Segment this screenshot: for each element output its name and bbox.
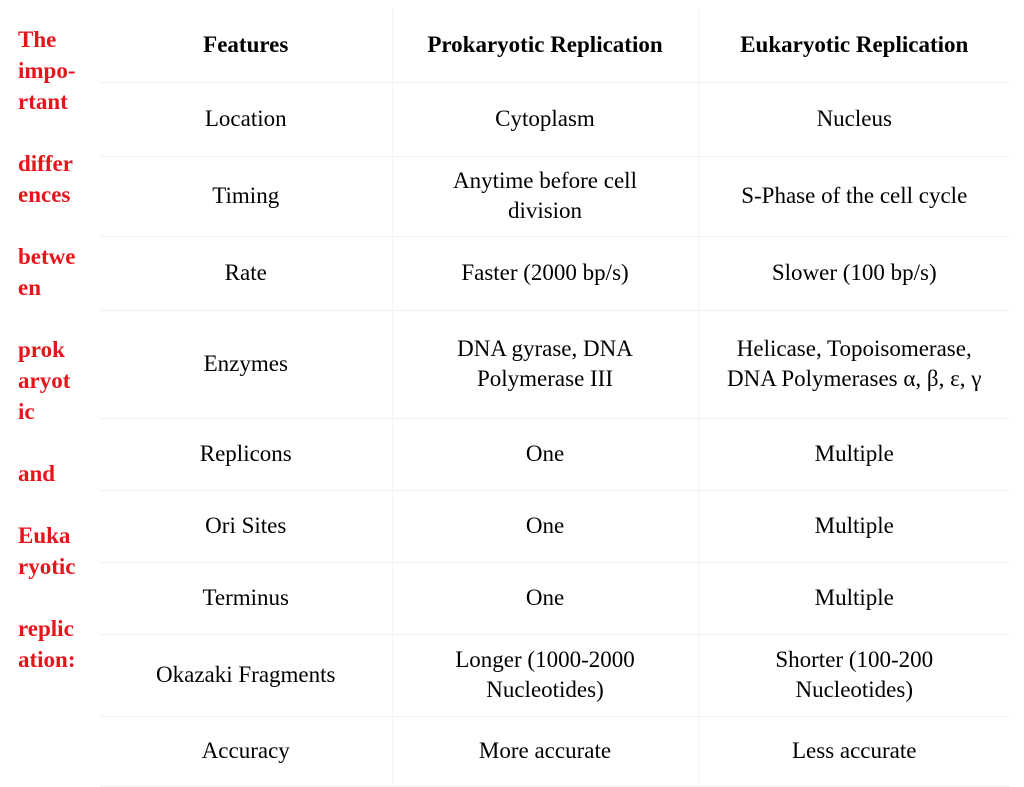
cell-line: One	[525, 513, 565, 538]
cell-line: Longer (1000-2000	[455, 647, 635, 672]
header-row	[100, 8, 1010, 82]
side-title-line: The	[18, 27, 57, 52]
feature-cell: Enzymes	[100, 310, 392, 418]
cell-line: Slower (100 bp/s)	[771, 260, 937, 285]
eukaryotic-cell	[698, 418, 1010, 490]
cell-line: Multiple	[814, 441, 894, 466]
eukaryotic-cell	[698, 310, 1010, 418]
cell-line: DNA Polymerases α, β, ε, γ	[727, 366, 982, 391]
cell-line: Multiple	[814, 513, 894, 538]
cell-line: DNA gyrase, DNA	[457, 336, 633, 361]
prokaryotic-cell	[392, 156, 698, 236]
cell-line: division	[507, 198, 583, 223]
feature-cell: Timing	[100, 156, 392, 236]
side-title-line: Euka	[18, 523, 71, 548]
feature-cell: Accuracy	[100, 716, 392, 786]
table-row	[100, 490, 1010, 562]
side-title-line: ic	[18, 399, 35, 424]
cell-line: Cytoplasm	[495, 106, 595, 131]
table-row	[100, 156, 1010, 236]
feature-cell: Terminus	[100, 562, 392, 634]
eukaryotic-cell	[698, 236, 1010, 310]
eukaryotic-cell	[698, 82, 1010, 156]
cell-line: Nucleotides)	[486, 677, 604, 702]
side-title-line: replic	[18, 616, 74, 641]
cell-line: Less accurate	[791, 738, 917, 763]
side-title-line: impo-	[18, 58, 76, 83]
table-row	[100, 716, 1010, 786]
feature-cell: Okazaki Fragments	[100, 634, 392, 716]
prokaryotic-cell	[392, 82, 698, 156]
table-row	[100, 634, 1010, 716]
prokaryotic-cell	[392, 716, 698, 786]
cell-line: Faster (2000 bp/s)	[461, 260, 629, 285]
cell-line: Anytime before cell	[453, 168, 637, 193]
side-title-line	[18, 210, 98, 241]
side-title-line: ation:	[18, 647, 76, 672]
side-title-line	[18, 489, 98, 520]
header-prokaryotic: Prokaryotic Replication	[392, 8, 698, 82]
eukaryotic-cell	[698, 490, 1010, 562]
table-row	[100, 562, 1010, 634]
side-title-line: betwe	[18, 244, 76, 269]
cell-line: Nucleus	[816, 106, 892, 131]
side-title-line	[18, 427, 98, 458]
eukaryotic-cell	[698, 634, 1010, 716]
side-title-line: ryotic	[18, 554, 76, 579]
side-title	[18, 24, 98, 675]
cell-line: S-Phase of the cell cycle	[741, 183, 968, 208]
feature-cell: Replicons	[100, 418, 392, 490]
header-features: Features	[100, 8, 392, 82]
side-title-line: ences	[18, 182, 71, 207]
side-title-line	[18, 117, 98, 148]
eukaryotic-cell	[698, 716, 1010, 786]
cell-line: Shorter (100-200	[775, 647, 934, 672]
cell-line: Nucleotides)	[795, 677, 913, 702]
feature-cell: Ori Sites	[100, 490, 392, 562]
side-title-line: and	[18, 461, 56, 486]
prokaryotic-cell	[392, 418, 698, 490]
cell-line: More accurate	[478, 738, 612, 763]
side-title-line: differ	[18, 151, 73, 176]
prokaryotic-cell	[392, 634, 698, 716]
cell-line: Helicase, Topoisomerase,	[736, 336, 972, 361]
side-title-line	[18, 303, 98, 334]
table-row	[100, 418, 1010, 490]
table-row	[100, 236, 1010, 310]
table-row	[100, 310, 1010, 418]
prokaryotic-cell	[392, 562, 698, 634]
comparison-table	[100, 8, 1010, 787]
prokaryotic-cell	[392, 490, 698, 562]
prokaryotic-cell	[392, 236, 698, 310]
comparison-table-container	[100, 8, 1010, 768]
cell-line: Multiple	[814, 585, 894, 610]
side-title-line: en	[18, 275, 41, 300]
feature-cell: Rate	[100, 236, 392, 310]
side-title-line	[18, 582, 98, 613]
cell-line: One	[525, 585, 565, 610]
prokaryotic-cell	[392, 310, 698, 418]
side-title-line: aryot	[18, 368, 71, 393]
eukaryotic-cell	[698, 562, 1010, 634]
table-row	[100, 82, 1010, 156]
side-title-line: prok	[18, 337, 65, 362]
side-title-line: rtant	[18, 89, 68, 114]
feature-cell: Location	[100, 82, 392, 156]
eukaryotic-cell	[698, 156, 1010, 236]
cell-line: Polymerase III	[476, 366, 614, 391]
cell-line: One	[525, 441, 565, 466]
header-eukaryotic: Eukaryotic Replication	[698, 8, 1010, 82]
